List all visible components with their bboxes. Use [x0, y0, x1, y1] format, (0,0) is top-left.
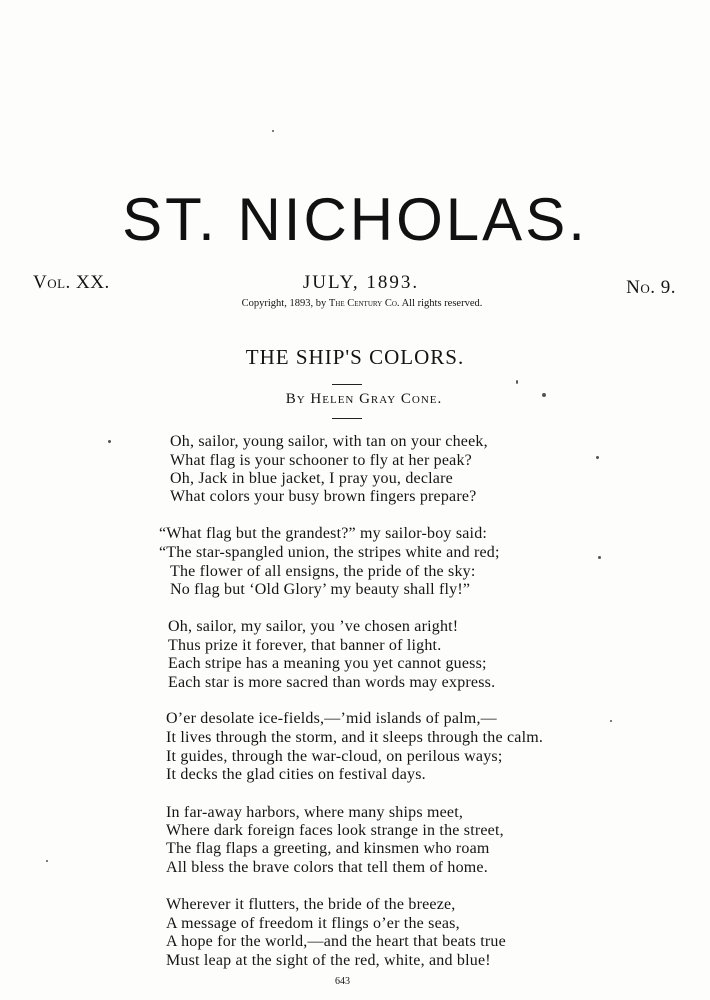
poem-line: Thus prize it forever, that banner of light.	[168, 637, 442, 654]
scan-speck	[596, 456, 599, 459]
copyright-suffix: All rights reserved.	[401, 298, 483, 309]
poem-line: It decks the glad cities on festival days.	[166, 766, 426, 783]
copyright-notice	[0, 298, 710, 309]
copyright-publisher: The Century Co.	[328, 298, 400, 309]
copyright-prefix: Copyright, 1893, by	[241, 298, 327, 309]
title-divider	[332, 384, 362, 385]
poem-line: Each stripe has a meaning you yet cannot guess;	[168, 655, 487, 672]
poem-line: No flag but ‘Old Glory’ my beauty shall fly!”	[170, 581, 471, 598]
poem-line: It guides, through the war-cloud, on perilous ways;	[166, 748, 503, 765]
page-number: 643	[335, 976, 350, 987]
volume-label: Vol. XX.	[33, 272, 110, 293]
poem-line: Oh, sailor, young sailor, with tan on your cheek,	[170, 433, 488, 450]
poem-line: Oh, sailor, my sailor, you ’ve chosen aright!	[168, 618, 459, 635]
poem-line: A message of freedom it flings o’er the seas,	[166, 915, 460, 932]
issue-number: No. 9.	[626, 277, 676, 298]
scan-speck	[598, 556, 601, 559]
poem-line: Each star is more sacred than words may express.	[168, 674, 496, 691]
poem-line: Wherever it flutters, the bride of the breeze,	[166, 896, 456, 913]
poem-line: The flower of all ensigns, the pride of the sky:	[170, 563, 476, 580]
poem-byline: By Helen Gray Cone.	[285, 391, 443, 407]
poem-line: What flag is your schooner to fly at her peak?	[170, 452, 472, 469]
scan-speck	[46, 860, 48, 862]
poem-line: It lives through the storm, and it sleeps through the calm.	[166, 729, 544, 746]
poem-line: O’er desolate ice-fields,—’mid islands of palm,—	[166, 710, 497, 727]
scan-speck	[516, 380, 518, 384]
poem-line: The flag flaps a greeting, and kinsmen who roam	[166, 840, 490, 857]
byline-divider	[332, 418, 362, 419]
poem-line: Must leap at the sight of the red, white, and blue!	[166, 952, 491, 969]
scan-speck	[272, 130, 274, 132]
poem-title: THE SHIP'S COLORS.	[245, 345, 465, 369]
poem-line: Oh, Jack in blue jacket, I pray you, declare	[170, 470, 453, 487]
scan-speck	[610, 720, 612, 722]
poem-line: Where dark foreign faces look strange in the street,	[166, 822, 504, 839]
poem-line: In far-away harbors, where many ships meet,	[166, 804, 464, 821]
scan-speck	[542, 393, 546, 397]
poem-line: “What flag but the grandest?” my sailor-boy said:	[159, 525, 488, 542]
scan-speck	[108, 440, 111, 443]
poem-line: What colors your busy brown fingers prepare?	[170, 488, 477, 505]
magazine-title: ST. NICHOLAS.	[122, 186, 588, 253]
issue-date: JULY, 1893.	[302, 272, 420, 293]
poem-line: All bless the brave colors that tell them of home.	[166, 859, 488, 876]
poem-line: “The star-spangled union, the stripes white and red;	[159, 544, 500, 561]
poem-line: A hope for the world,—and the heart that beats true	[166, 933, 506, 950]
